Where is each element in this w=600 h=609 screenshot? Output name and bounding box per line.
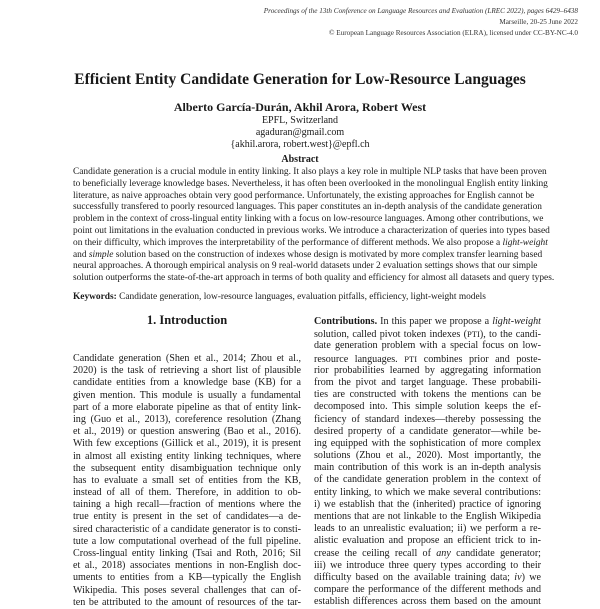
text-span: rior probabilities learned by aggregating information [314,364,541,376]
text-span: in almost all existing entity linking techniques, where [73,450,301,462]
text-line [314,316,541,328]
text-span: successfully transfered to poorly resourced languages. This paper constitutes an in-depth analysis of the candidate generation [73,202,542,213]
text-line [73,487,301,499]
text-line [73,560,301,572]
text-line [314,328,541,340]
text-span: Candidate generation is a crucial module in entity linking. It also plays a key role in multiple NLP tasks that have been proven [73,167,547,177]
text-line [314,584,541,596]
text-line [73,237,548,250]
text-span: part of a more elaborate pipeline as that of entity link- [73,401,301,413]
text-span: candidate entities from a knowledge base (KB) for a [73,377,301,389]
text-span: combines prior and poste- [417,353,542,365]
text-line [314,523,541,535]
text-line [73,273,555,285]
text-line [73,426,301,438]
text-line [73,511,301,523]
keywords-text: Candidate generation, low-resource languages, evaluation pitfalls, efficiency, light-weight models [116,292,486,302]
text-line [73,202,542,214]
text-line [314,389,541,401]
text-line [73,548,301,560]
text-line [73,178,548,191]
text-line [73,167,547,179]
text-span: i) we establish that the (inherited) practice of ignoring [314,498,541,510]
text-line [314,426,541,438]
text-span: sired characteristic of a candidate generator is to consti- [73,523,301,535]
text-line [314,511,541,523]
text-line [73,475,301,487]
text-span: instead of all of them. Therefore, in addition to ob- [73,487,301,499]
paper-title: Efficient Entity Candidate Generation for Low-Resource Languages [74,71,526,88]
text-line [73,225,550,238]
italic-span: any [436,547,451,559]
email-1: agaduran@gmail.com [255,127,345,138]
text-line [314,462,541,474]
text-span: true entity is present in the set of candidates—a de- [73,511,301,523]
text-span: has to evaluate a small set of entities from the KB, [73,474,301,486]
text-line [73,390,301,402]
text-line [73,536,301,548]
affiliation: EPFL, Switzerland [261,115,339,126]
text-span: on their difficulty, which improves the interpretability of the performance of different methods. We also propose a [73,237,503,248]
text-span: 2020) is the task of retrieving a short list of plausible [73,365,301,377]
keywords [73,291,486,303]
text-line [314,340,541,352]
text-span: to beneficially leverage knowledge bases. Nevertheless, it has often been overlooked in the monolingual English entity linking [73,178,548,189]
text-line [314,353,541,365]
text-line [73,524,301,536]
text-line [314,414,541,426]
italic-span: simple [88,249,114,260]
text-line [73,365,301,377]
text-line [314,401,541,413]
italic-span: light-weight [502,237,548,248]
text-span: resource languages. [314,353,405,365]
text-line [73,499,301,511]
proceedings-header: Proceedings of the 13th Conference on Language Resources and Evaluation (LREC 2022), pages 6429–6438 [263,7,578,15]
text-span: leads to an unrealistic evaluation; ii) we perform a re- [314,523,541,535]
text-span: uments to entities from a KB—typically the English [73,572,301,584]
text-line [73,249,543,262]
text-span: Candidate generation (Shen et al., 2014; Zhou et al., [73,353,301,364]
text-span: the subsequent entity disambiguation technique only [73,462,301,474]
abstract-body [73,167,555,285]
text-line [314,365,541,377]
text-line [314,474,541,486]
text-line [314,535,541,547]
text-span: Cross-lingual entity linking (Tsai and Roth, 2016; Sil [73,548,301,559]
text-span: ), to the candi- [479,329,541,341]
text-span: literature, as naive approaches obtain very good performance. Unfortunately, the existing approaches for English cannot be [73,190,535,201]
text-span: solution, called pivot token indexes ( [314,329,467,341]
text-span: from the pivot and target language. These probabili- [314,376,541,388]
text-line [73,463,301,475]
text-span: candidate generator; [450,547,541,559]
email-2: {akhil.arora, robert.west}@epfl.ch [230,139,370,150]
text-span: tute a low computational overhead of the full pipeline. [73,535,301,547]
location-header: Marseille, 20-25 June 2022 [499,18,578,26]
text-line [314,438,541,450]
authors: Alberto García-Durán, Akhil Arora, Robert West [173,100,427,114]
text-span: solution based on the construction of indexes whose design is motivated by more complex transfer learning based [113,249,543,260]
text-span: mentions that are not linkable to the English Wikipedia [314,511,541,522]
text-span: et al., 2018) associates mentions in non-English doc- [73,560,301,572]
text-span: iii) we introduce three query types according to their [314,559,541,571]
text-span: solution outperforms the state-of-the-art approach in terms of both quality and efficiency for almost all datasets and query types. [73,273,555,284]
text-line [314,548,541,560]
introduction-right-column [314,316,541,609]
text-line [314,487,541,499]
text-span: problem in the context of cross-lingual entity linking with a focus on low-resource languages. Among other contributions, we [73,214,544,225]
text-span: ten be attributed to the amount of resources of the tar- [73,596,301,608]
text-span: decomposed into. This simple solution keeps the ef- [314,401,541,413]
text-span: difficulty based on the available training data; [314,571,515,583]
text-line [314,377,541,389]
text-line [73,190,535,203]
text-line [73,451,301,463]
text-span: ) we [521,571,542,583]
text-line [73,261,538,273]
abstract-heading: Abstract [281,154,319,165]
text-span: establish differences across them based on the amount [314,596,541,608]
text-span: alistic evaluation and propose an efficient trick to in- [314,535,541,547]
text-span: taining a high recall—fraction of mentions where the [73,499,301,511]
text-line [73,572,301,584]
text-span: compare the performance of the different methods and [314,584,541,596]
text-line [73,597,301,609]
text-span: and [73,249,89,260]
text-line [314,596,541,608]
text-line [73,402,301,414]
text-line [314,560,541,572]
text-span: point out limitations in the evaluation conducted in previous works. We introduce a characterization of queries into types based [73,225,550,236]
text-span: With few exceptions (Gillick et al., 2019), it is present [73,438,301,450]
keywords-label: Keywords: [73,292,117,302]
text-span: et al., 2019) or question answering (Bao et al., 2016). [73,426,301,438]
text-span: Wikipedia. This poses several challenges that can of- [73,584,301,596]
text-line [73,438,301,450]
text-span: date generation problem with a special focus on low- [314,340,541,352]
bold-span: Contributions. [314,316,378,327]
text-line [314,450,541,462]
text-span: crease the ceiling recall of [314,547,437,559]
text-span: solutions (Zhou et al., 2020). Most importantly, the [314,450,541,462]
text-line [73,214,544,226]
small-caps-span: PTI [466,329,480,340]
text-line [73,585,301,597]
italic-span: light-weight [492,316,541,327]
text-span: given mention. This module is usually a fundamental [73,389,301,401]
italic-span: iv [514,571,522,583]
section-heading-introduction: 1. Introduction [146,313,228,327]
text-line [314,499,541,511]
text-span: ficiency of standard indexes—thereby possessing the [314,413,541,425]
small-caps-span: PTI [404,353,418,364]
text-span: entity linking, to which we make several contributions: [314,486,541,498]
text-span: main contribution of this work is an in-depth analysis [314,462,541,474]
text-line [314,572,541,584]
text-line [73,353,301,365]
text-span: ing equipped with the sophistication of more complex [314,437,541,449]
license-header: © European Language Resources Association (ELRA), licensed under CC-BY-NC-4.0 [329,29,578,37]
introduction-left-column [73,353,301,609]
text-line [73,377,301,389]
text-span: of the candidate generation problem in the context of [314,474,541,486]
text-span: ties are constructed with tokens the mentions can be [314,389,541,401]
text-line [73,414,301,426]
text-span: ing (Guo et al., 2013), coreference resolution (Zhang [73,413,301,425]
text-span: neural approaches. A thorough empirical analysis on 9 real-world datasets under 2 evaluation settings shows that our simple [73,261,538,272]
text-span: desired property of a candidate generator—while be- [314,425,541,437]
text-span: In this paper we propose a [377,316,493,327]
